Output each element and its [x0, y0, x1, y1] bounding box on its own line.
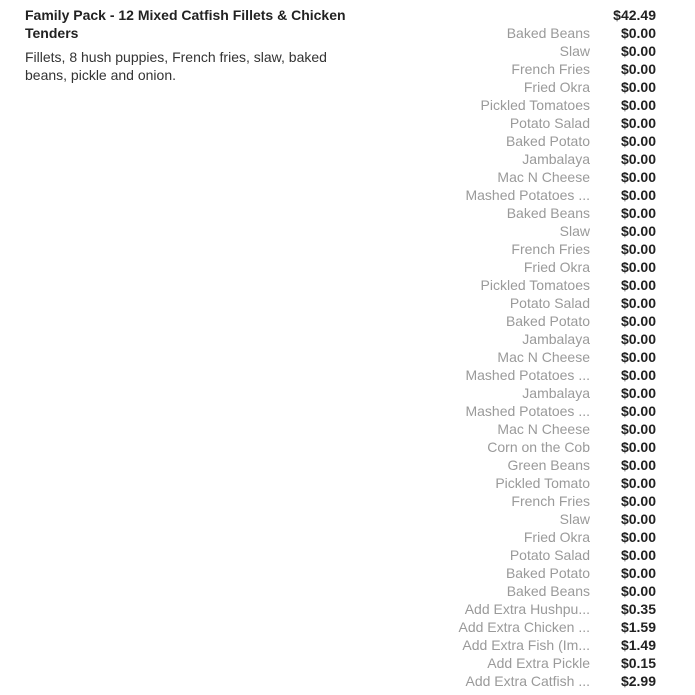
option-name: Jambalaya — [522, 151, 590, 167]
option-name: Fried Okra — [523, 259, 590, 275]
option-price: $0.00 — [620, 43, 656, 59]
option-row[interactable] — [440, 168, 656, 186]
option-name: Slaw — [559, 43, 590, 59]
option-price: $0.00 — [620, 223, 656, 239]
option-row[interactable] — [440, 42, 656, 60]
option-name: Add Extra Catfish ... — [465, 673, 590, 689]
option-price: $2.99 — [620, 673, 656, 689]
option-row[interactable] — [440, 24, 656, 42]
item-description: Fillets, 8 hush puppies, French fries, slaw, baked beans, pickle and onion. — [25, 49, 327, 83]
option-row[interactable] — [440, 294, 656, 312]
option-name: Potato Salad — [509, 115, 590, 131]
option-row[interactable] — [440, 240, 656, 258]
option-price: $0.00 — [620, 97, 656, 113]
option-price: $0.00 — [620, 529, 656, 545]
option-name: Fried Okra — [523, 529, 590, 545]
option-name: Add Extra Chicken ... — [458, 619, 590, 635]
option-row[interactable] — [440, 312, 656, 330]
option-row[interactable] — [440, 204, 656, 222]
option-row[interactable] — [440, 456, 656, 474]
option-price: $0.00 — [620, 61, 656, 77]
option-name: Baked Potato — [505, 313, 590, 329]
option-price: $0.00 — [620, 241, 656, 257]
option-name: Jambalaya — [522, 331, 590, 347]
option-name: Baked Potato — [505, 133, 590, 149]
option-price: $1.49 — [620, 637, 656, 653]
option-row[interactable] — [440, 276, 656, 294]
option-name: Baked Beans — [506, 205, 590, 221]
option-row[interactable] — [440, 438, 656, 456]
option-row[interactable] — [440, 132, 656, 150]
option-price: $0.00 — [620, 421, 656, 437]
option-price: $0.00 — [620, 565, 656, 581]
option-price: $0.00 — [620, 169, 656, 185]
option-price: $0.00 — [620, 133, 656, 149]
option-name: Baked Beans — [506, 583, 590, 599]
option-name: Mac N Cheese — [497, 169, 590, 185]
option-row[interactable] — [440, 348, 656, 366]
item-title: Family Pack - 12 Mixed Catfish Fillets & Chicken Tenders — [25, 7, 346, 41]
option-name: Mashed Potatoes ... — [465, 367, 590, 383]
option-row[interactable] — [440, 78, 656, 96]
option-price: $0.00 — [620, 295, 656, 311]
option-price: $0.00 — [620, 547, 656, 563]
option-price: $0.00 — [620, 493, 656, 509]
option-name: Potato Salad — [509, 547, 590, 563]
option-name: Baked Beans — [506, 25, 590, 41]
option-name: French Fries — [511, 241, 590, 257]
option-name: Pickled Tomato — [495, 475, 590, 491]
option-row[interactable] — [440, 150, 656, 168]
option-row[interactable] — [440, 492, 656, 510]
option-price: $0.00 — [620, 259, 656, 275]
option-price: $0.00 — [620, 277, 656, 293]
option-name: Add Extra Pickle — [487, 655, 590, 671]
option-row[interactable] — [440, 60, 656, 78]
option-row[interactable] — [440, 654, 656, 672]
option-price: $0.00 — [620, 457, 656, 473]
option-name: French Fries — [511, 493, 590, 509]
option-row[interactable] — [440, 564, 656, 582]
option-row[interactable] — [440, 114, 656, 132]
menu-item — [25, 6, 355, 84]
option-price: $0.00 — [620, 151, 656, 167]
option-price: $0.00 — [620, 475, 656, 491]
option-name: Slaw — [559, 511, 590, 527]
option-price: $0.00 — [620, 331, 656, 347]
option-name: Green Beans — [507, 457, 590, 473]
option-price: $0.00 — [620, 205, 656, 221]
option-name: Pickled Tomatoes — [480, 97, 590, 113]
option-price: $1.59 — [620, 619, 656, 635]
option-name: Mashed Potatoes ... — [465, 187, 590, 203]
option-price: $0.00 — [620, 187, 656, 203]
option-price: $0.00 — [620, 313, 656, 329]
option-row[interactable] — [440, 600, 656, 618]
option-row[interactable] — [440, 528, 656, 546]
option-name: Add Extra Hushpu... — [464, 601, 590, 617]
option-row[interactable] — [440, 420, 656, 438]
option-row[interactable] — [440, 186, 656, 204]
option-name: Pickled Tomatoes — [480, 277, 590, 293]
option-price: $0.15 — [620, 655, 656, 671]
option-row[interactable] — [440, 402, 656, 420]
option-row[interactable] — [440, 96, 656, 114]
option-row[interactable] — [440, 222, 656, 240]
option-price: $0.00 — [620, 583, 656, 599]
option-row[interactable] — [440, 366, 656, 384]
option-name: French Fries — [511, 61, 590, 77]
option-row[interactable] — [440, 582, 656, 600]
option-price: $0.00 — [620, 349, 656, 365]
options-list — [440, 24, 656, 690]
option-price: $0.00 — [620, 403, 656, 419]
option-row[interactable] — [440, 636, 656, 654]
option-price: $0.00 — [620, 439, 656, 455]
option-row[interactable] — [440, 546, 656, 564]
option-price: $0.00 — [620, 367, 656, 383]
option-row[interactable] — [440, 474, 656, 492]
option-name: Slaw — [559, 223, 590, 239]
option-name: Add Extra Fish (Im... — [462, 637, 590, 653]
option-name: Mashed Potatoes ... — [465, 403, 590, 419]
option-name: Potato Salad — [509, 295, 590, 311]
option-price: $0.00 — [620, 385, 656, 401]
option-name: Fried Okra — [523, 79, 590, 95]
option-row[interactable] — [440, 618, 656, 636]
option-price: $0.00 — [620, 115, 656, 131]
option-price: $0.00 — [620, 79, 656, 95]
option-name: Mac N Cheese — [497, 421, 590, 437]
option-name: Baked Potato — [505, 565, 590, 581]
option-row[interactable] — [440, 384, 656, 402]
option-name: Mac N Cheese — [497, 349, 590, 365]
option-price: $0.00 — [620, 511, 656, 527]
item-price: $42.49 — [613, 7, 656, 23]
option-row[interactable] — [440, 672, 656, 690]
option-price: $0.35 — [620, 601, 656, 617]
option-row[interactable] — [440, 510, 656, 528]
option-row[interactable] — [440, 258, 656, 276]
option-name: Corn on the Cob — [487, 439, 590, 455]
option-row[interactable] — [440, 330, 656, 348]
option-name: Jambalaya — [522, 385, 590, 401]
option-price: $0.00 — [620, 25, 656, 41]
